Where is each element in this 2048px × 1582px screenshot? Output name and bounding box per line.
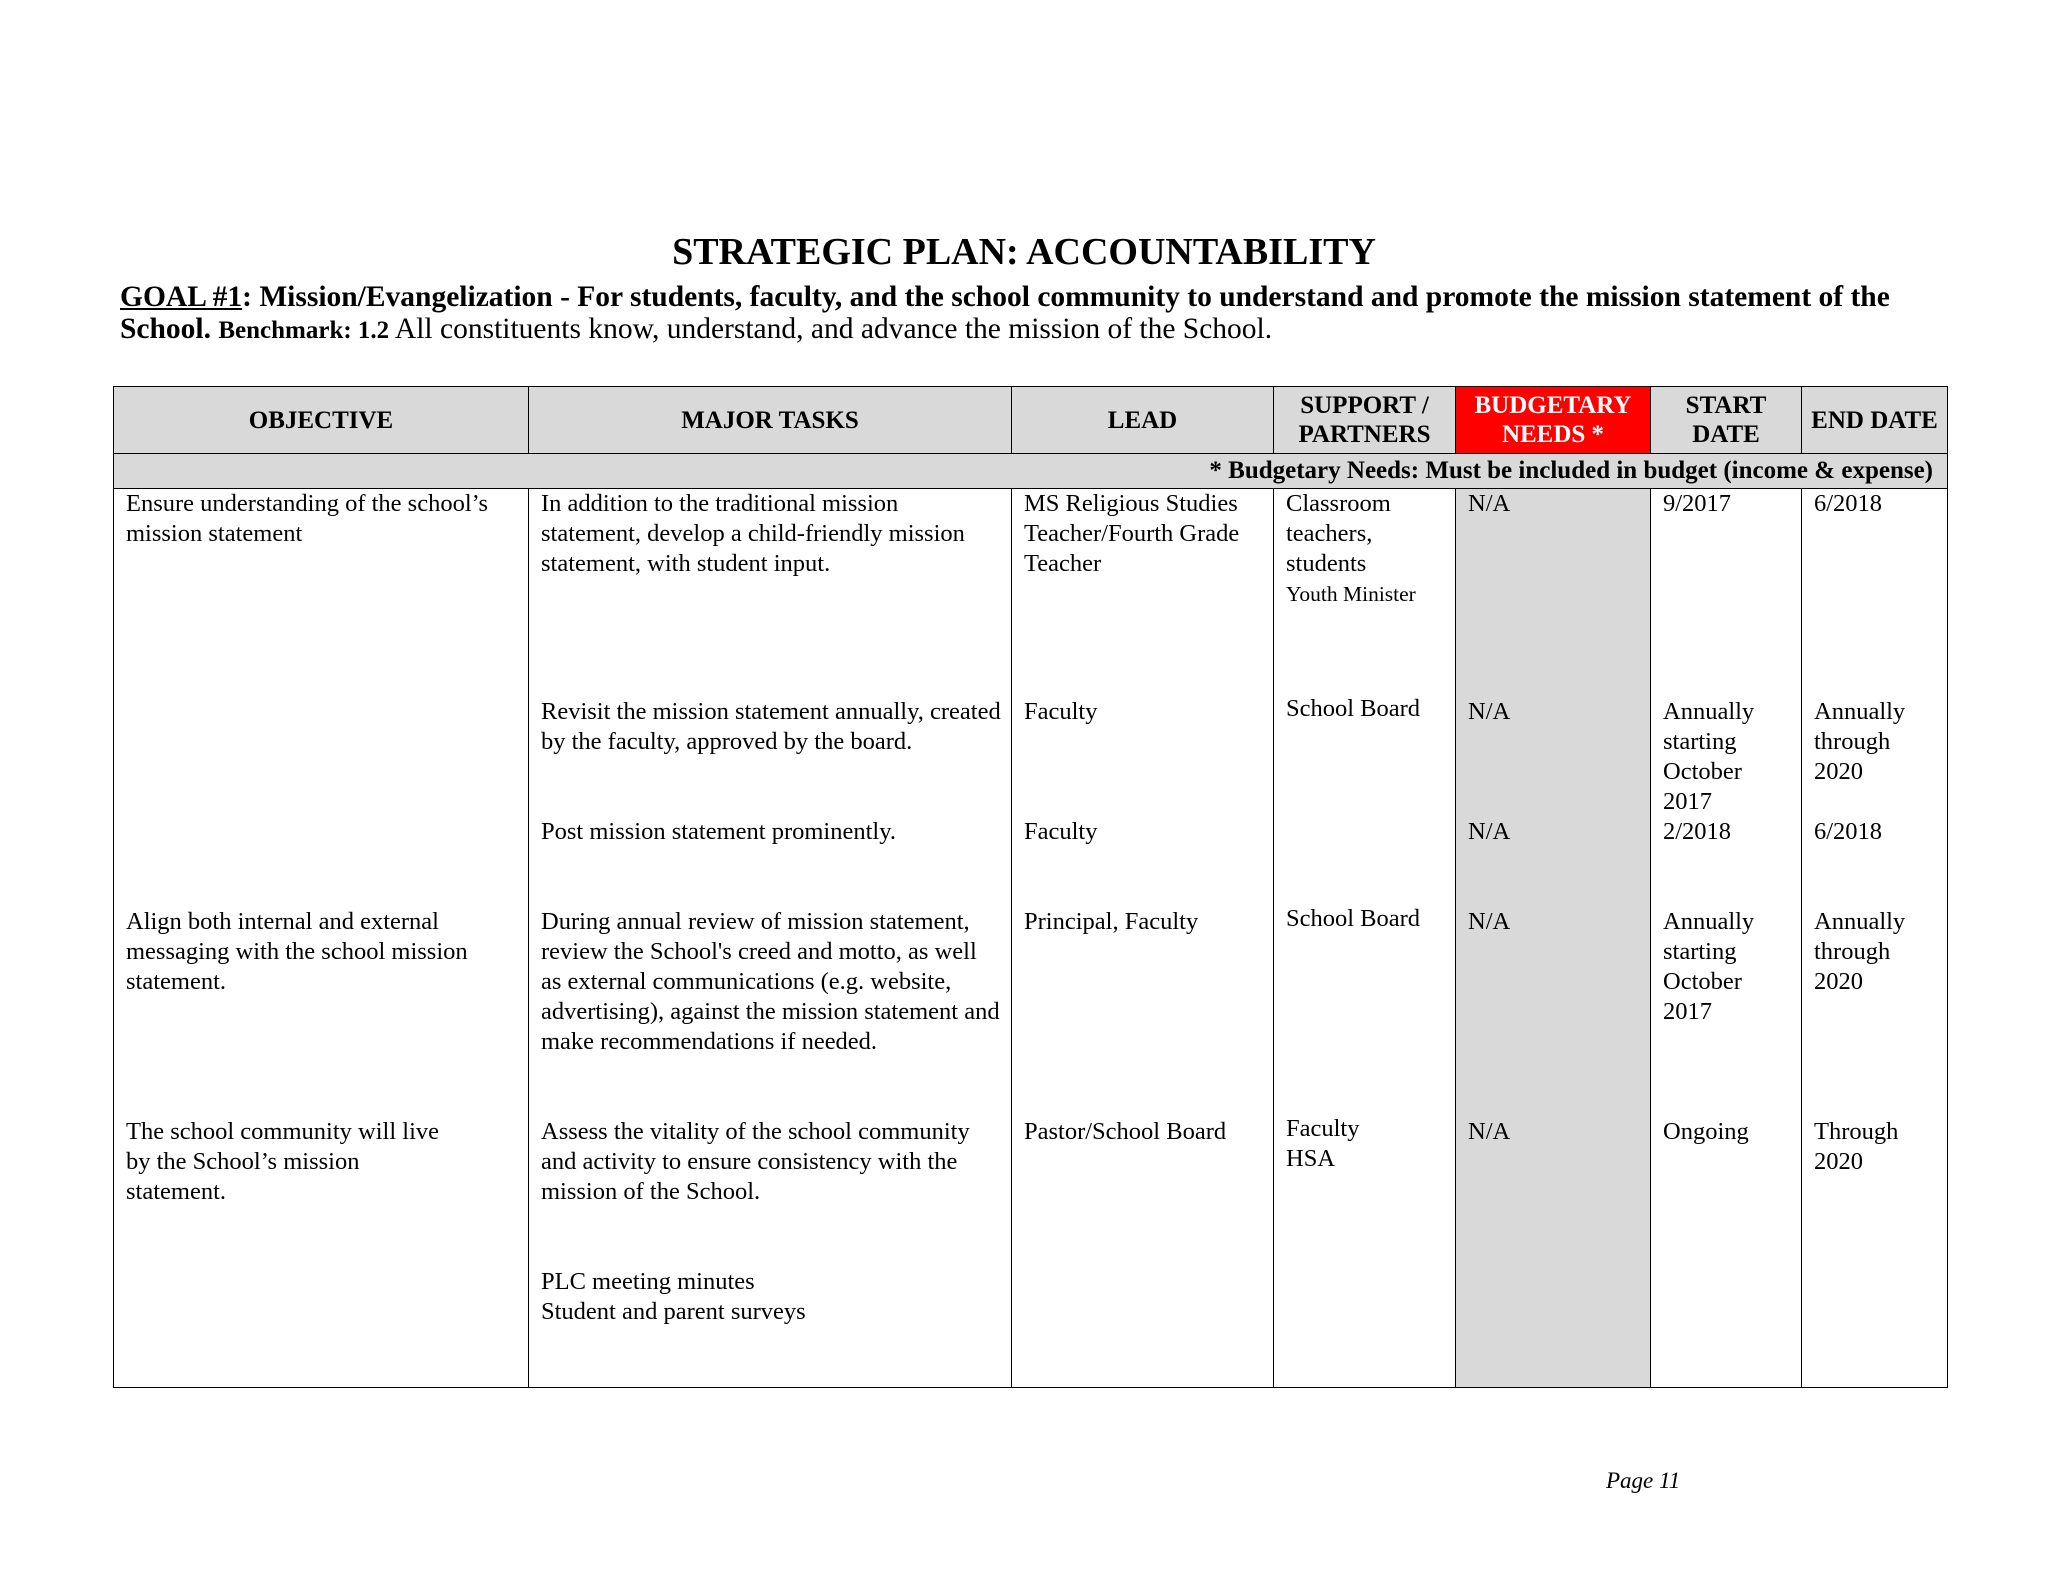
start-date-cell: 9/2017 [1663,490,1732,517]
header-end-date: END DATE [1802,387,1948,454]
page-title: STRATEGIC PLAN: ACCOUNTABILITY [672,231,1376,273]
goal-heading: : Mission/Evangelization - For students, faculty, and the school community to understand and promote the mission statement of the School. [120,281,1890,345]
end-date-cell: Through 2020 [1814,1118,1899,1175]
header-start-date: START DATE [1651,387,1802,454]
support-cell: Faculty HSA [1286,1115,1360,1172]
end-date-cell: Annually through 2020 [1814,908,1906,995]
objective-cell: Align both internal and external messaging with the school mission statement. [126,908,468,995]
support-cell: School Board [1286,905,1421,932]
task-cell: Assess the vitality of the school community and activity to ensure consistency with the mission of the School. [541,1118,970,1205]
budget-cell: N/A [1468,818,1511,845]
budget-cell: N/A [1468,490,1511,517]
task-cell: During annual review of mission statement, review the School's creed and motto, as well as external communications (e.g. website, advertising), against the mission statement and make recommendations if needed. [541,908,1000,1055]
objective-cell: The school community will live by the School’s mission statement. [126,1118,440,1205]
start-date-cell: Ongoing [1663,1118,1749,1145]
header-support-partners: SUPPORT / PARTNERS [1274,387,1456,454]
header-lead: LEAD [1012,387,1274,454]
task-cell: Post mission statement prominently. [541,818,897,845]
task-cell: In addition to the traditional mission statement, develop a child-friendly mission statement, with student input. [541,490,965,577]
benchmark-text: All constituents know, understand, and advance the mission of the School. [389,313,1273,345]
budgetary-needs-column [1456,489,1651,1388]
support-cell: School Board [1286,695,1421,722]
header-objective: OBJECTIVE [114,387,529,454]
lead-cell: Faculty [1024,698,1098,725]
support-partners-column [1274,489,1456,1388]
goal-statement [120,281,1940,347]
end-date-cell: Annually through 2020 [1814,698,1906,785]
start-date-cell: Annually starting October 2017 [1663,698,1755,815]
goal-label: GOAL #1 [120,281,243,313]
budget-cell: N/A [1468,698,1511,725]
benchmark-label: Benchmark: 1.2 [218,317,390,344]
task-cell: Revisit the mission statement annually, created by the faculty, approved by the board. [541,698,1001,755]
lead-column [1012,489,1274,1388]
start-date-column [1651,489,1802,1388]
budget-note: * Budgetary Needs: Must be included in budget (income & expense) [114,454,1948,489]
strategic-plan-table [113,386,1948,1388]
objective-column [114,489,529,1388]
objective-cell: Ensure understanding of the school’s mission statement [126,490,488,547]
start-date-cell: Annually starting October 2017 [1663,908,1755,1025]
header-budgetary-needs: BUDGETARY NEEDS * [1456,387,1651,454]
page-number: Page 11 [1606,1468,1681,1493]
budget-note-row [114,454,1948,489]
task-cell: PLC meeting minutes Student and parent surveys [541,1268,806,1325]
lead-cell: MS Religious Studies Teacher/Fourth Grade Teacher [1024,490,1240,577]
end-date-cell: 6/2018 [1814,490,1883,517]
budget-cell: N/A [1468,908,1511,935]
lead-cell: Principal, Faculty [1024,908,1199,935]
lead-cell: Pastor/School Board [1024,1118,1227,1145]
support-cell: Youth Minister [1286,582,1416,606]
start-date-cell: 2/2018 [1663,818,1732,845]
end-date-column [1802,489,1948,1388]
table-row [114,489,1948,1388]
lead-cell: Faculty [1024,818,1098,845]
end-date-cell: 6/2018 [1814,818,1883,845]
major-tasks-column [529,489,1012,1388]
support-cell: Classroom teachers, students [1286,490,1391,577]
header-major-tasks: MAJOR TASKS [529,387,1012,454]
budget-cell: N/A [1468,1118,1511,1145]
header-row [114,387,1948,454]
